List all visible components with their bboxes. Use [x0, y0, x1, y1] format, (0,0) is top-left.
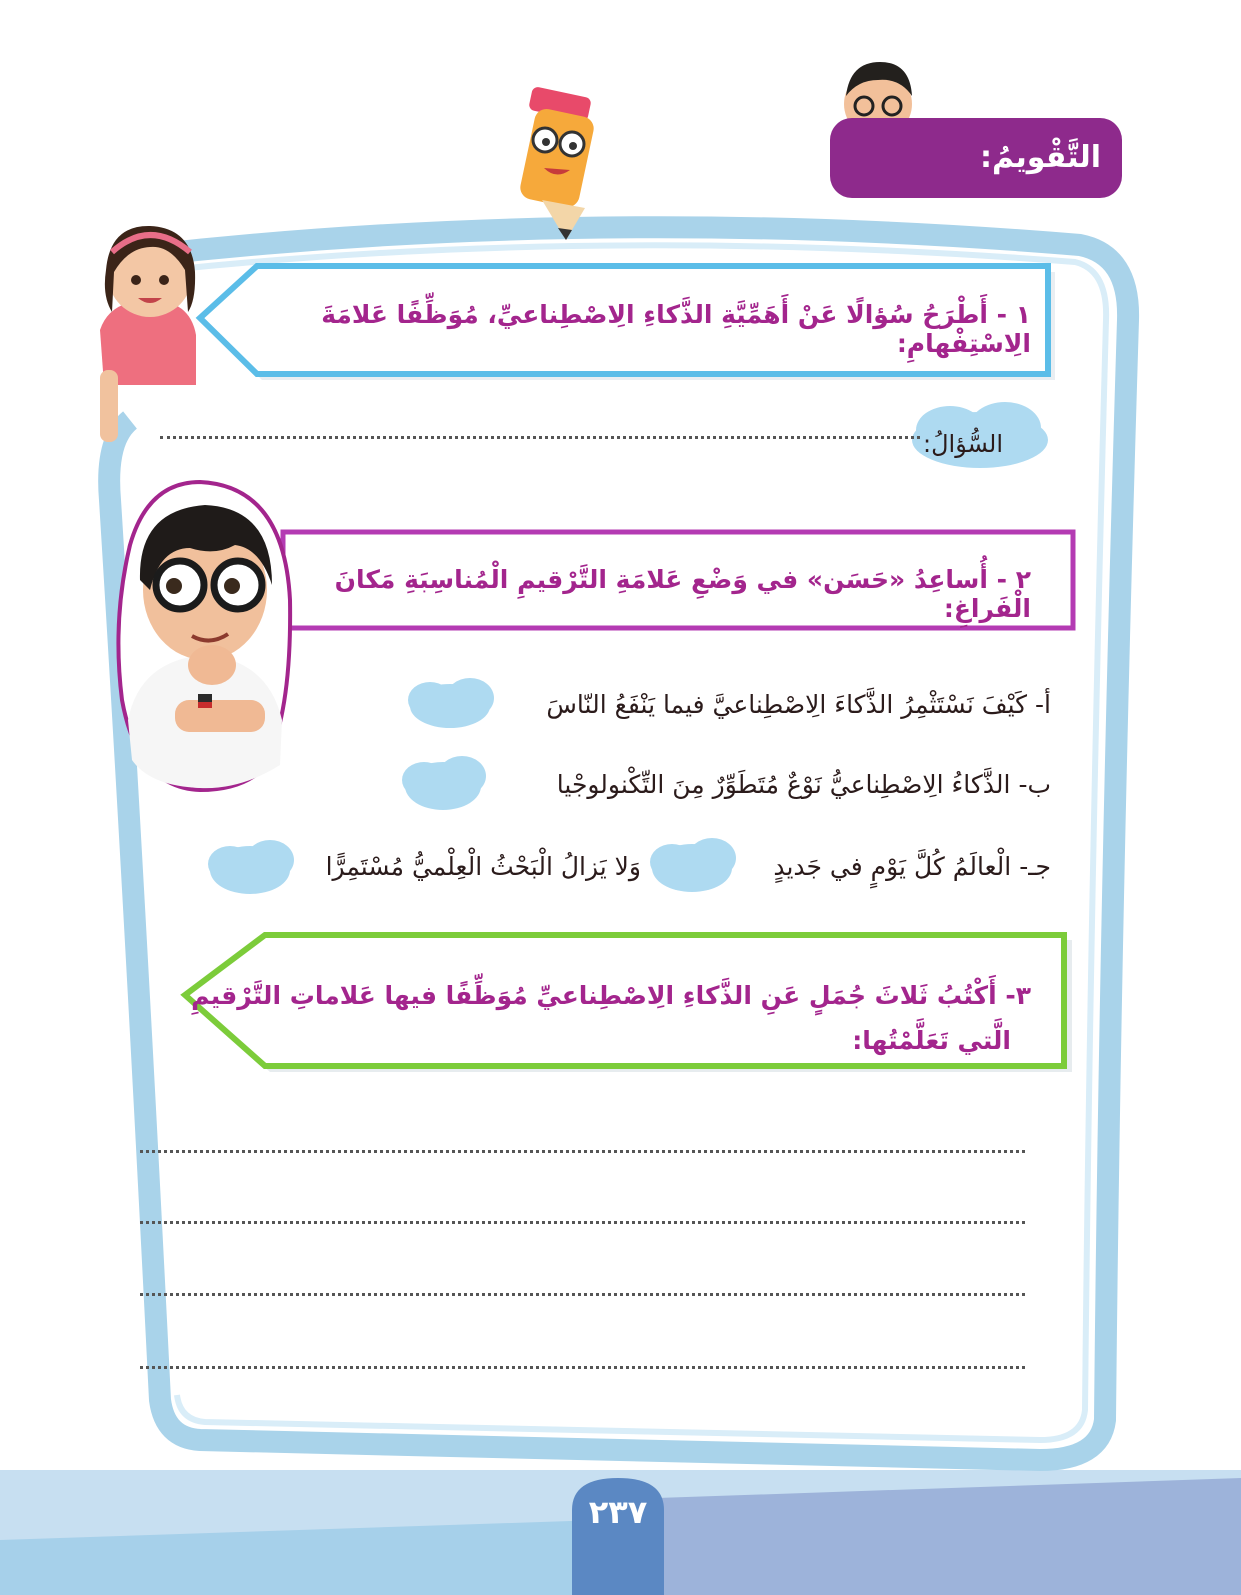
- page-number: ٢٣٧: [588, 1493, 648, 1531]
- writing-line-3[interactable]: [140, 1293, 1025, 1296]
- writing-line-1[interactable]: [140, 1150, 1025, 1153]
- cloud-blank-c1: [650, 838, 736, 892]
- cloud-blank-a: [408, 678, 494, 728]
- item-c-part1: جـ- الْعالَمُ كُلَّ يَوْمٍ في جَديدٍ: [773, 852, 1051, 881]
- question-1-text: ١ - أَطْرَحُ سُؤالًا عَنْ أَهَمِّيَّةِ الذَّكاءِ الِاصْطِناعيِّ، مُوَظِّفًا عَلامَةَ الِاسْتِفْهامِ:: [321, 300, 1031, 358]
- answer-label: السُّؤالُ:: [923, 430, 1003, 458]
- item-c-part2: وَلا يَزالُ الْبَحْثُ الْعِلْميُّ مُسْتَمِرًّا: [325, 852, 641, 881]
- item-b: ب- الذَّكاءُ الِاصْطِناعيُّ نَوْعٌ مُتَطَوِّرٌ مِنَ التِّكْنولوجْيا: [556, 770, 1051, 799]
- thinking-boy-icon: [118, 482, 290, 790]
- question-3-text: [151, 973, 1031, 1063]
- question-3-line-1: ٣- أَكْتُبُ ثَلاثَ جُمَلٍ عَنِ الذَّكاءِ الِاصْطِناعيِّ مُوَظِّفًا فيها عَلاماتِ التَّرْقيمِ: [191, 981, 1031, 1010]
- answer-line-q1[interactable]: [160, 436, 920, 439]
- writing-line-4[interactable]: [140, 1366, 1025, 1369]
- item-a: أ- كَيْفَ نَسْتَثْمِرُ الذَّكاءَ الِاصْطِناعيَّ فيما يَنْفَعُ النّاسَ: [546, 690, 1051, 719]
- section-title: التَّقْويمُ:: [980, 140, 1101, 175]
- question-3-line-2: الَّتي تَعَلَّمْتُها:: [852, 1026, 1011, 1055]
- question-2-text: ٢ - أُساعِدُ «حَسَن» في وَضْعِ عَلامَةِ التَّرْقيمِ الْمُناسِبَةِ مَكانَ الْفَراغِ:: [334, 565, 1031, 623]
- cloud-blank-b: [402, 756, 486, 810]
- girl-character-icon: [100, 226, 196, 442]
- cloud-blank-c2: [208, 840, 294, 894]
- writing-line-2[interactable]: [140, 1221, 1025, 1224]
